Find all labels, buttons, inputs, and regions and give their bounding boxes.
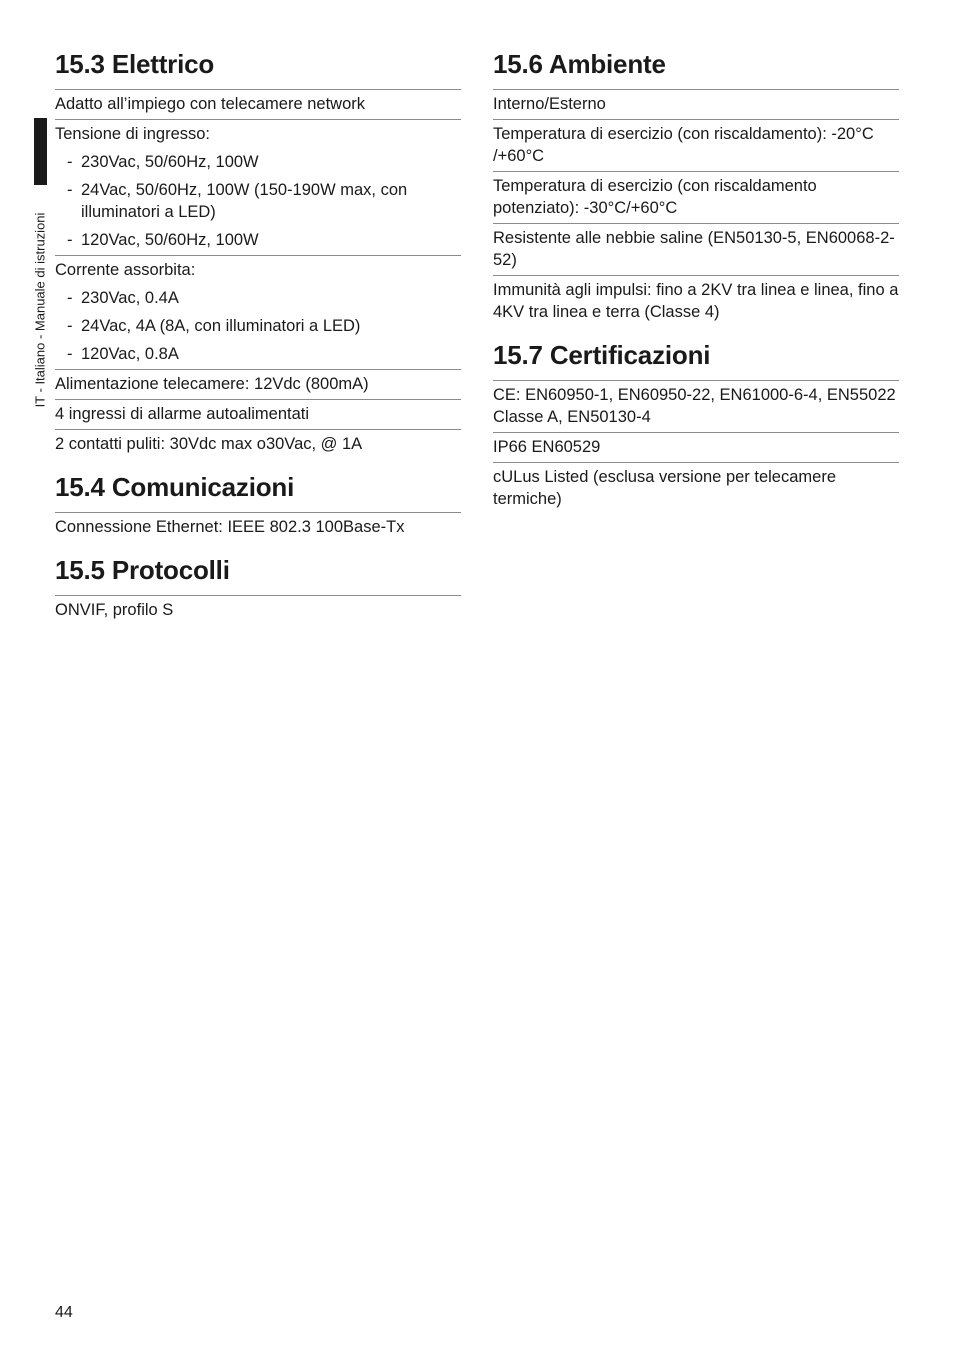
- sub-item: - 230Vac, 0.4A: [67, 289, 179, 307]
- list-item: 2 contatti puliti: 30Vdc max o30Vac, @ 1A: [55, 435, 363, 453]
- section-title-ambiente: 15.6 Ambiente: [493, 49, 666, 79]
- list-item: Adatto all’impiego con telecamere network: [55, 90, 461, 120]
- side-running-label: IT - Italiano - Manuale di istruzioni: [32, 212, 48, 408]
- sub-item: - 24Vac, 50/60Hz, 100W (150-190W max, con illuminatori a LED): [67, 181, 408, 221]
- sub-item: - 120Vac, 0.8A: [67, 345, 179, 363]
- certificazioni-list: [493, 380, 899, 514]
- list-item: Resistente alle nebbie saline (EN50130-5, EN60068-2-52): [493, 224, 899, 276]
- section-title-elettrico: 15.3 Elettrico: [55, 49, 215, 79]
- list-item-tensione: [55, 120, 461, 256]
- list-item: 4 ingressi di allarme autoalimentati: [55, 400, 461, 430]
- protocolli-list: [55, 595, 461, 625]
- sub-item: - 120Vac, 50/60Hz, 100W: [67, 231, 259, 249]
- list-item: Alimentazione telecamere: 12Vdc (800mA): [55, 370, 461, 400]
- list-item: Interno/Esterno: [493, 90, 899, 120]
- list-item: Immunità agli impulsi: fino a 2KV tra linea e linea, fino a 4KV tra linea e terra (Classe 4): [493, 281, 899, 321]
- item-label: Tensione di ingresso:: [55, 125, 211, 143]
- page-number: 44: [55, 1304, 73, 1321]
- section-title-certificazioni: 15.7 Certificazioni: [493, 340, 711, 370]
- list-item: ONVIF, profilo S: [55, 601, 174, 619]
- list-item: IP66 EN60529: [493, 433, 899, 463]
- list-item: Connessione Ethernet: IEEE 802.3 100Base-Tx: [55, 518, 405, 536]
- side-tab-marker: [34, 118, 47, 185]
- ambiente-list: [493, 89, 899, 327]
- list-item: Temperatura di esercizio (con riscaldamento potenziato): -30°C/+60°C: [493, 172, 899, 224]
- sub-item: - 230Vac, 50/60Hz, 100W: [67, 153, 259, 171]
- right-column: [493, 48, 899, 526]
- list-item: CE: EN60950-1, EN60950-22, EN61000-6-4, EN55022 Classe A, EN50130-4: [493, 381, 899, 433]
- list-item: cULus Listed (esclusa versione per telecamere termiche): [493, 468, 836, 508]
- elettrico-list: [55, 89, 461, 459]
- item-label: Corrente assorbita:: [55, 261, 196, 279]
- left-column: [55, 48, 461, 637]
- comunicazioni-list: [55, 512, 461, 542]
- section-title-protocolli: 15.5 Protocolli: [55, 555, 230, 585]
- list-item-corrente: [55, 256, 461, 370]
- list-item: Temperatura di esercizio (con riscaldamento): -20°C /+60°C: [493, 120, 899, 172]
- sub-item: - 24Vac, 4A (8A, con illuminatori a LED): [67, 317, 361, 335]
- section-title-comunicazioni: 15.4 Comunicazioni: [55, 472, 295, 502]
